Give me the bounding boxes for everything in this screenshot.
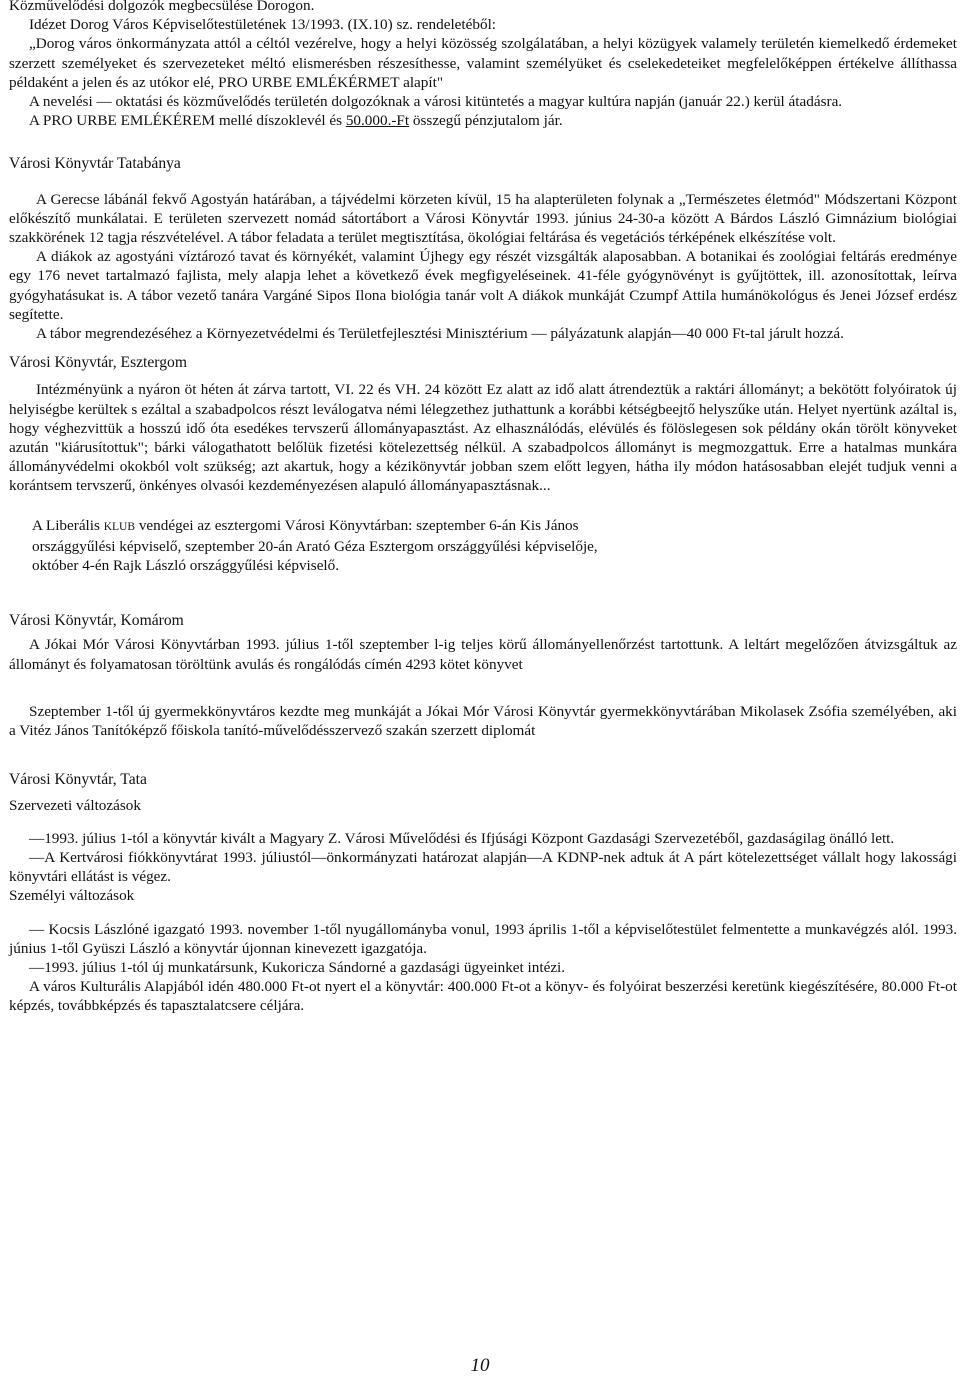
tatabanya-paragraph-1: A Gerecse lábánál fekvő Agostyán határában, a tájvédelmi körzeten kívül, 15 ha alapterületen folynak a „Természetes életmód" Módszertani Központ előkészítő munkálatai. E területen szervezett nomád sátortábort a Városi Könyvtár 1993. június 24-30-a között A Bárdos László Gimnázium biológiai szakkörének 12 tagja részvételével. A tábor feladata a terület megtisztítása, ökológiai feltárása és vegetációs térképének elkészítése volt. <box>9 190 957 247</box>
dorog-p3-a: A PRO URBE EMLÉKÉREM mellé díszoklevél és <box>29 112 346 130</box>
tata-personnel-paragraph-1: — Kocsis Lászlóné igazgató 1993. november 1-től nyugállományba vonul, 1993 április 1-től a képviselőtestület felmentette a munkavégzés alól. 1993. június 1-től Gyüszi László a könyvtár újonnan kinevezett igazgatója. <box>9 920 957 957</box>
esztergom-klub-paragraph <box>32 516 612 576</box>
klub-post: vendégei az esztergomi Városi Könyvtárban: szeptember 6-án Kis János országgyűlési képviselő, szeptember 20-án Arató Géza Esztergom országgyűlési képviselője, október 4-én Rajk László országgyűlési képviselő. <box>32 516 598 575</box>
page-number: 10 <box>470 1355 490 1376</box>
komarom-paragraph-1: A Jókai Mór Városi Könyvtárban 1993. július 1-től szeptember l-ig teljes körű állományellenőrzést tartottunk. A leltárt megelőzően átvizsgáltuk az állományt és folyamatosan töröltünk avulás és rongálódás címén 4293 kötet könyvet <box>9 636 957 673</box>
tata-heading: Városi Könyvtár, Tata <box>9 771 147 789</box>
dorog-quote-intro: Idézet Dorog Város Képviselőtestületének 13/1993. (IX.10) sz. rendeletéből: <box>29 16 497 34</box>
klub-word: KLUB <box>103 520 136 533</box>
tata-personnel-paragraph-3: A város Kulturális Alapjából idén 480.000 Ft-ot nyert el a könyvtár: 400.000 Ft-ot a könyv- és folyóirat beszerzési keretünk kiegészítésére, 80.000 Ft-ot képzés, továbbképzés és tapasztalatcsere céljára. <box>9 978 957 1015</box>
dorog-paragraph-2: A nevelési — oktatási és közművelődés területén dolgozóknak a városi kitüntetés a magyar kultúra napján (január 22.) kerül átadásra. <box>29 93 843 111</box>
tata-org-paragraph-1: —1993. július 1-tól a könyvtár kivált a Magyary Z. Városi Művelődési és Ifjúsági Központ Gazdasági Szervezetéből, gazdaságilag önálló lett. <box>29 829 895 847</box>
tatabanya-paragraph-3: A tábor megrendezéséhez a Környezetvédelmi és Területfejlesztési Minisztérium — pályázatunk alapján—40 000 Ft-tal járult hozzá. <box>36 325 844 343</box>
dorog-p3-amount: 50.000.-Ft <box>345 112 410 130</box>
tata-sub-personnel: Személyi változások <box>9 887 135 905</box>
dorog-title: Közművelődési dolgozók megbecsülése Dorogon. <box>9 0 315 14</box>
dorog-p3-b: összegű pénzjutalom jár. <box>409 112 563 130</box>
tata-sub-organizational: Szervezeti változások <box>9 796 141 814</box>
dorog-paragraph-3 <box>9 111 957 130</box>
tatabanya-paragraph-2: A diákok az agostyáni víztározó tavat és környékét, valamint Újhegy egy részét vizsgálták alaposabban. A botanikai és zoológiai feltárás eredménye egy 176 nevet tartalmazó fajlista, mely alapja lehet a következő évek megfigyeléseinek. 41-féle gyógynövényt is gyűjtöttek, ill. azonosítottak, leírva gyógyhatásukat is. A tábor vezető tanára Vargáné Sipos Ilona biológia tanár volt A diákok munkáját Czumpf Attila humánökológus és Jenei József erdész segítette. <box>9 248 957 323</box>
tata-org-paragraph-2: —A Kertvárosi fiókkönyvtárat 1993. júliustól—önkormányzati határozat alapján—A KDNP-nek adtuk át A párt kötelezettséget vállalt hogy lakossági könyvtári ellátást is végez. <box>9 848 957 886</box>
klub-pre: A Liberális <box>32 516 104 534</box>
esztergom-heading: Városi Könyvtár, Esztergom <box>9 354 187 372</box>
komarom-paragraph-2: Szeptember 1-től új gyermekkönyvtáros kezdte meg munkáját a Jókai Mór Városi Könyvtár gyermekkönyvtárában Mikolasek Zsófia személyében, aki a Vitéz János Tanítóképző főiskola tanító-művelődésszervező szakán szerzett diplomát <box>9 702 957 740</box>
tatabanya-heading: Városi Könyvtár Tatabánya <box>9 155 181 173</box>
komarom-heading: Városi Könyvtár, Komárom <box>9 612 184 630</box>
esztergom-paragraph-1: Intézményünk a nyáron öt héten át zárva tartott, VI. 22 és VH. 24 között Ez alatt az idő alatt átrendeztük a raktári állományt; a bekötött folyóiratok új helyiségbe kerültek s ezáltal a szabadpolcos részt leválogatva némi lélegzethez juthattunk a korábbi kétségbeejtő helyszűke után. Helyet nyertünk azáltal is, hogy véghezvittük a hosszú idő óta esedékes tervszerű állományapasztást. Az elhasználódás, elévülés és fölöslegesen sok példány okán törölt könyveket azután "kiárusítottuk"; bárki válogathatott belőlük fizetési kötelezettség nélkül. A szabadpolcos állományt is megmozgattuk. Erre a hatalmas munkára állományvédelmi okokból volt szükség; azt akartuk, hogy a kézikönyvtár jobban szem előtt legyen, hátha ily módon hatásosabban elejét tudjuk venni a korántsem tervszerű, önkényes olvasói kezdeményezésen alapuló állományapasztásnak... <box>9 381 957 495</box>
dorog-quote: „Dorog város önkormányzata attól a céltól vezérelve, hogy a helyi közösség szolgálatában, a helyi közügyek valamely területén kiemelkedő érdemeket szerzett személyeket és szervezeteket méltó elismerésben részesíthesse, valamint személyüket és cselekedeteiket megfelelőképpen értékelve állíthassa példaként a jelen és az utókor elé, PRO URBE EMLÉKÉRMET alapít" <box>9 35 957 91</box>
document-page <box>9 0 957 1016</box>
tata-personnel-paragraph-2: —1993. július 1-tól új munkatársunk, Kukoricza Sándorné a gazdasági ügyeinket intézi. <box>29 958 566 976</box>
